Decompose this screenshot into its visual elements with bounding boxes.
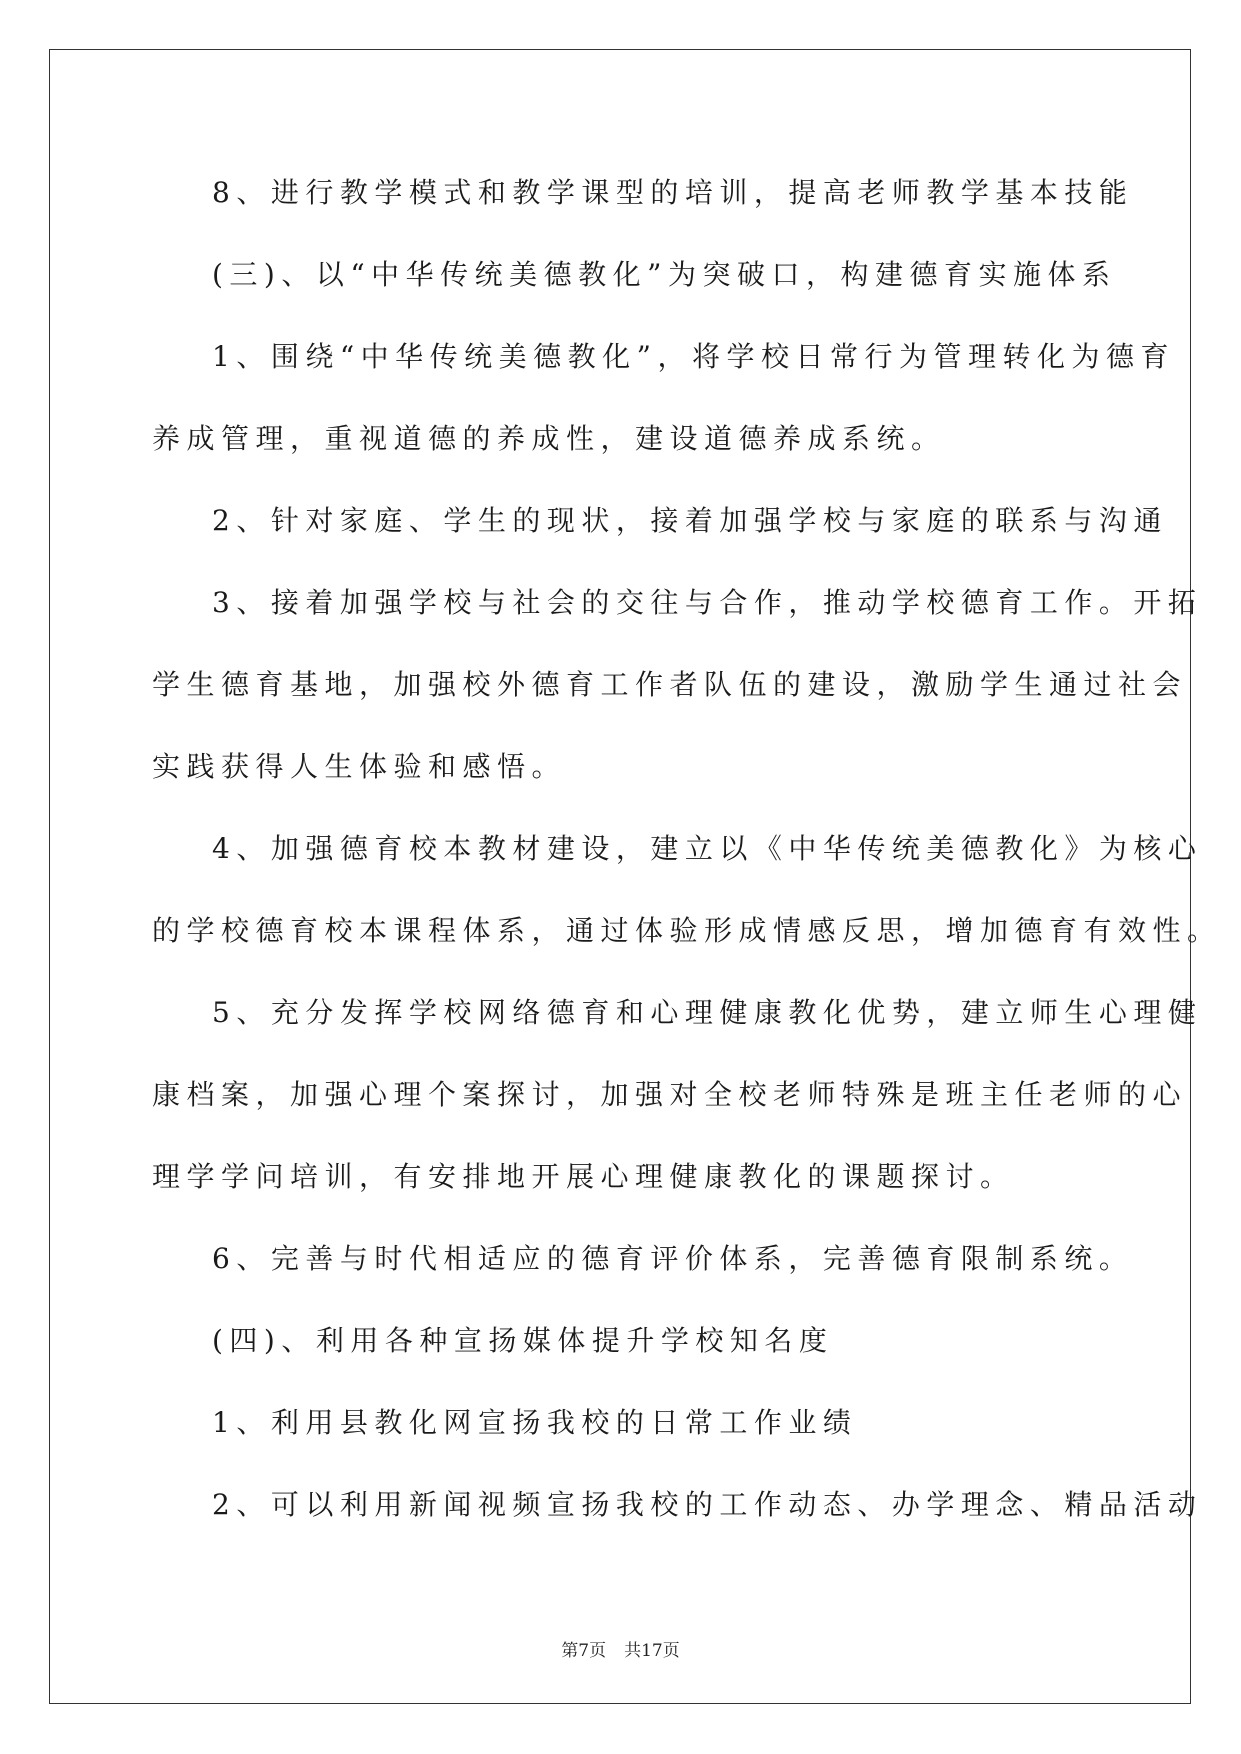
text-line: 2、可以利用新闻视频宣扬我校的工作动态、办学理念、精品活动 [212,1488,1203,1521]
text-line: 1、围绕“中华传统美德教化”，将学校日常行为管理转化为德育 [212,340,1175,373]
text-line: 养成管理，重视道德的养成性，建设道德养成系统。 [152,422,946,455]
text-line: 8、进行教学模式和教学课型的培训，提高老师教学基本技能 [212,176,1134,209]
text-line: 实践获得人生体验和感悟。 [152,750,567,783]
page-total: 共17页 [624,1641,680,1661]
document-body [152,160,1222,1554]
text-line: 的学校德育校本课程体系，通过体验形成情感反思，增加德育有效性。 [152,914,1222,947]
page-footer [0,1636,1241,1661]
section-heading: (四)、利用各种宣扬媒体提升学校知名度 [212,1324,834,1357]
text-line: 3、接着加强学校与社会的交往与合作，推动学校德育工作。开拓 [212,586,1203,619]
text-line: 4、加强德育校本教材建设，建立以《中华传统美德教化》为核心 [212,832,1203,865]
text-line: 5、充分发挥学校网络德育和心理健康教化优势，建立师生心理健 [212,996,1203,1029]
text-line: 理学学问培训，有安排地开展心理健康教化的课题探讨。 [152,1160,1015,1193]
page-number: 第7页 [561,1641,607,1661]
text-line: 2、针对家庭、学生的现状，接着加强学校与家庭的联系与沟通 [212,504,1168,537]
text-line: 康档案，加强心理个案探讨，加强对全校老师特殊是班主任老师的心 [152,1078,1188,1111]
section-heading: (三)、以“中华传统美德教化”为突破口，构建德育实施体系 [212,258,1117,291]
text-line: 1、利用县教化网宣扬我校的日常工作业绩 [212,1406,858,1439]
text-line: 6、完善与时代相适应的德育评价体系，完善德育限制系统。 [212,1242,1134,1275]
text-line: 学生德育基地，加强校外德育工作者队伍的建设，激励学生通过社会 [152,668,1188,701]
